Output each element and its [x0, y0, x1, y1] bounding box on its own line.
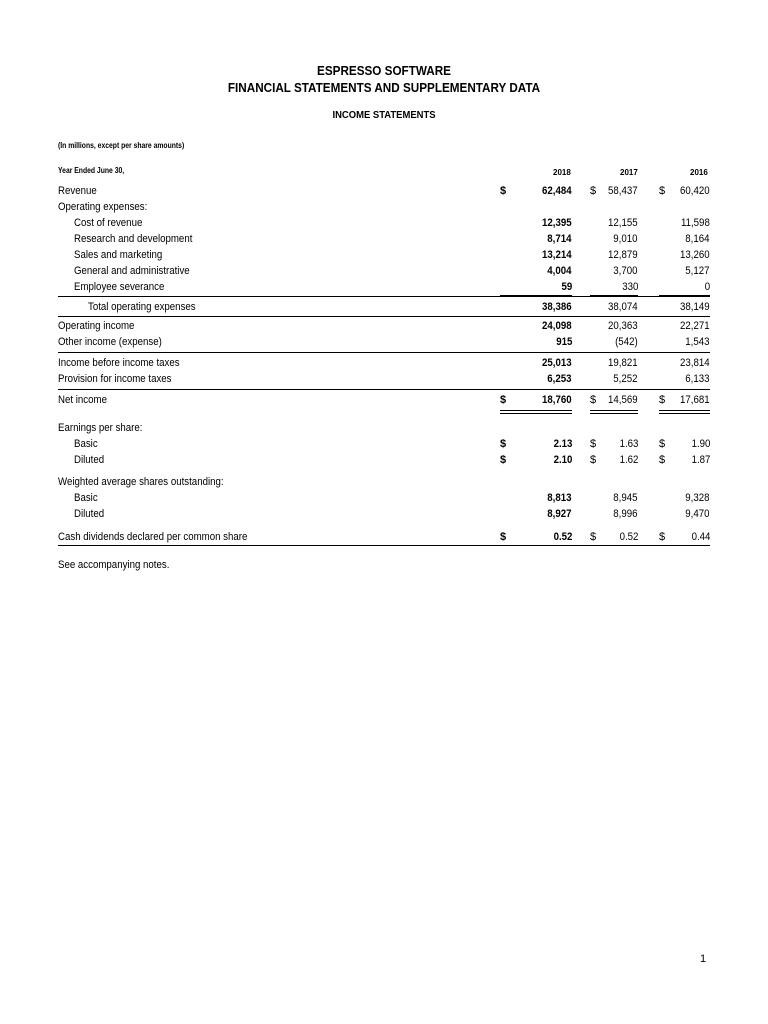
value-2017 [590, 183, 638, 199]
value-2017 [590, 392, 638, 408]
divider-line [500, 410, 572, 411]
divider-line [590, 410, 638, 411]
amount: 9,010 [613, 233, 638, 245]
row-shares-header [58, 474, 710, 490]
row-cost-of-revenue [58, 215, 710, 231]
divider-line [590, 413, 638, 414]
value-2016 [659, 279, 710, 295]
amount: (542) [615, 336, 638, 348]
amount: 1.62 [619, 454, 638, 466]
row-label: Cash dividends declared per common share [58, 531, 248, 543]
amount: 23,814 [680, 357, 710, 369]
amount: 19,821 [608, 357, 638, 369]
value-2017 [590, 474, 638, 490]
value-2017 [590, 371, 638, 387]
divider-line [58, 352, 710, 353]
currency-symbol: $ [590, 454, 597, 466]
amount: 330 [621, 281, 638, 293]
amount: 18,760 [542, 394, 572, 406]
divider-line [58, 389, 710, 390]
value-2017 [590, 420, 638, 436]
amount: 13,260 [680, 249, 710, 261]
footer-note: See accompanying notes. [58, 559, 170, 571]
value-2017 [590, 529, 638, 545]
value-2016 [659, 436, 710, 452]
amount: 38,074 [608, 301, 638, 313]
value-2017 [590, 299, 638, 315]
divider-line [590, 295, 638, 296]
row-shares-basic [58, 490, 710, 506]
currency-symbol: $ [500, 438, 507, 450]
amount: 0.52 [619, 531, 638, 543]
currency-symbol: $ [500, 394, 507, 406]
value-2017 [590, 452, 638, 468]
value-2018 [500, 247, 572, 263]
row-label: Earnings per share: [58, 422, 143, 434]
value-2018 [500, 529, 572, 545]
amount: 12,879 [608, 249, 638, 261]
value-2018 [500, 215, 572, 231]
value-2016 [659, 392, 710, 408]
value-2016 [659, 215, 710, 231]
value-2016 [659, 299, 710, 315]
value-2017 [590, 318, 638, 334]
value-2018 [500, 299, 572, 315]
amount: 8,813 [547, 492, 572, 504]
value-2016 [659, 318, 710, 334]
value-2016 [659, 529, 710, 545]
value-2017 [590, 490, 638, 506]
currency-symbol: $ [659, 454, 666, 466]
value-2017 [590, 263, 638, 279]
value-2018 [500, 490, 572, 506]
amount: 11,598 [681, 217, 710, 229]
amount: 8,927 [547, 508, 572, 520]
amount: 1,543 [685, 336, 710, 348]
amount: 0.44 [691, 531, 710, 543]
amount: 1.90 [691, 438, 710, 450]
amount: 8,164 [685, 233, 710, 245]
year-2016: 2016 [690, 168, 708, 177]
amount: 6,253 [547, 373, 572, 385]
value-2018 [500, 279, 572, 295]
row-label: Basic [74, 492, 98, 504]
currency-symbol: $ [659, 438, 666, 450]
value-2016 [659, 263, 710, 279]
amount: 14,569 [608, 394, 638, 406]
value-2018 [500, 371, 572, 387]
amount: 62,484 [542, 185, 572, 197]
period-label: Year Ended June 30, [58, 166, 125, 175]
row-eps-basic [58, 436, 710, 452]
value-2018 [500, 420, 572, 436]
value-2018 [500, 263, 572, 279]
value-2016 [659, 231, 710, 247]
amount: 6,133 [685, 373, 710, 385]
divider-line [58, 296, 710, 297]
value-2018 [500, 506, 572, 522]
row-provision-for-taxes [58, 371, 710, 387]
row-label: Total operating expenses [88, 301, 196, 313]
row-label: Cost of revenue [74, 217, 143, 229]
value-2018 [500, 474, 572, 490]
row-shares-diluted [58, 506, 710, 522]
value-2018 [500, 231, 572, 247]
amount: 5,252 [613, 373, 638, 385]
amount: 59 [561, 281, 572, 293]
row-label: Sales and marketing [74, 249, 163, 261]
currency-symbol: $ [500, 185, 507, 197]
value-2017 [590, 231, 638, 247]
currency-symbol: $ [659, 394, 666, 406]
value-2017 [590, 436, 638, 452]
row-label: Income before income taxes [58, 357, 180, 369]
amount: 1.87 [691, 454, 710, 466]
divider-line [500, 413, 572, 414]
divider-line [58, 316, 710, 317]
value-2018 [500, 436, 572, 452]
row-other-income [58, 334, 710, 350]
row-label: Diluted [74, 454, 105, 466]
row-label: Research and development [74, 233, 193, 245]
value-2016 [659, 506, 710, 522]
divider-line [659, 410, 710, 411]
amount: 0.52 [553, 531, 572, 543]
value-2018 [500, 355, 572, 371]
row-general-and-administrative [58, 263, 710, 279]
amount: 12,155 [608, 217, 638, 229]
value-2016 [659, 420, 710, 436]
page-number: 1 [700, 953, 707, 965]
currency-symbol: $ [590, 438, 597, 450]
amount: 4,004 [547, 265, 572, 277]
row-label: Other income (expense) [58, 336, 162, 348]
amount: 0 [704, 281, 710, 293]
row-income-before-taxes [58, 355, 710, 371]
currency-symbol: $ [659, 185, 666, 197]
amount: 2.10 [553, 454, 572, 466]
value-2016 [659, 474, 710, 490]
row-label: Employee severance [74, 281, 165, 293]
value-2016 [659, 334, 710, 350]
row-research-and-development [58, 231, 710, 247]
row-label: General and administrative [74, 265, 190, 277]
value-2016 [659, 199, 710, 215]
row-revenue [58, 183, 710, 199]
value-2018 [500, 452, 572, 468]
value-2016 [659, 452, 710, 468]
amount: 1.63 [619, 438, 638, 450]
currency-symbol: $ [659, 531, 666, 543]
row-dividends-per-share [58, 529, 710, 545]
value-2016 [659, 371, 710, 387]
divider-line [500, 295, 572, 296]
amount: 38,149 [680, 301, 710, 313]
row-employee-severance [58, 279, 710, 295]
value-2018 [500, 334, 572, 350]
value-2016 [659, 183, 710, 199]
currency-symbol: $ [590, 394, 597, 406]
value-2017 [590, 334, 638, 350]
amount: 2.13 [553, 438, 572, 450]
divider-line [659, 295, 710, 296]
row-label: Revenue [58, 185, 97, 197]
section-title: INCOME STATEMENTS [332, 109, 436, 121]
amount: 38,386 [542, 301, 572, 313]
year-2018: 2018 [553, 168, 571, 177]
value-2018 [500, 199, 572, 215]
row-label: Net income [58, 394, 107, 406]
row-eps-header [58, 420, 710, 436]
row-net-income [58, 392, 710, 408]
amount: 9,328 [685, 492, 710, 504]
row-label: Weighted average shares outstanding: [58, 476, 224, 488]
row-label: Diluted [74, 508, 105, 520]
currency-symbol: $ [590, 185, 597, 197]
row-label: Provision for income taxes [58, 373, 172, 385]
value-2017 [590, 199, 638, 215]
value-2017 [590, 506, 638, 522]
amount: 22,271 [680, 320, 710, 332]
value-2017 [590, 215, 638, 231]
amount: 60,420 [680, 185, 710, 197]
row-label: Operating income [58, 320, 135, 332]
amount: 3,700 [613, 265, 638, 277]
amount: 8,714 [547, 233, 572, 245]
currency-symbol: $ [500, 531, 507, 543]
year-2017: 2017 [620, 168, 638, 177]
value-2016 [659, 247, 710, 263]
amount: 25,013 [542, 357, 572, 369]
row-eps-diluted [58, 452, 710, 468]
amount: 8,996 [613, 508, 638, 520]
value-2018 [500, 318, 572, 334]
row-label: Operating expenses: [58, 201, 148, 213]
amount: 915 [555, 336, 572, 348]
amount: 13,214 [542, 249, 572, 261]
value-2017 [590, 279, 638, 295]
amount: 17,681 [680, 394, 710, 406]
row-operating-income [58, 318, 710, 334]
value-2016 [659, 490, 710, 506]
divider-line [58, 545, 710, 546]
units-note: (In millions, except per share amounts) [58, 141, 185, 150]
document-title: FINANCIAL STATEMENTS AND SUPPLEMENTARY DATA [227, 80, 541, 95]
row-label: Basic [74, 438, 98, 450]
amount: 12,395 [542, 217, 572, 229]
amount: 20,363 [608, 320, 638, 332]
amount: 5,127 [685, 265, 710, 277]
currency-symbol: $ [590, 531, 597, 543]
amount: 8,945 [613, 492, 638, 504]
value-2017 [590, 355, 638, 371]
amount: 58,437 [608, 185, 638, 197]
row-total-operating-expenses [58, 299, 710, 315]
company-name: ESPRESSO SOFTWARE [317, 63, 451, 78]
value-2017 [590, 247, 638, 263]
currency-symbol: $ [500, 454, 507, 466]
value-2016 [659, 355, 710, 371]
row-sales-and-marketing [58, 247, 710, 263]
amount: 9,470 [685, 508, 710, 520]
value-2018 [500, 392, 572, 408]
row-operating-expenses-header [58, 199, 710, 215]
divider-line [659, 413, 710, 414]
value-2018 [500, 183, 572, 199]
amount: 24,098 [542, 320, 572, 332]
